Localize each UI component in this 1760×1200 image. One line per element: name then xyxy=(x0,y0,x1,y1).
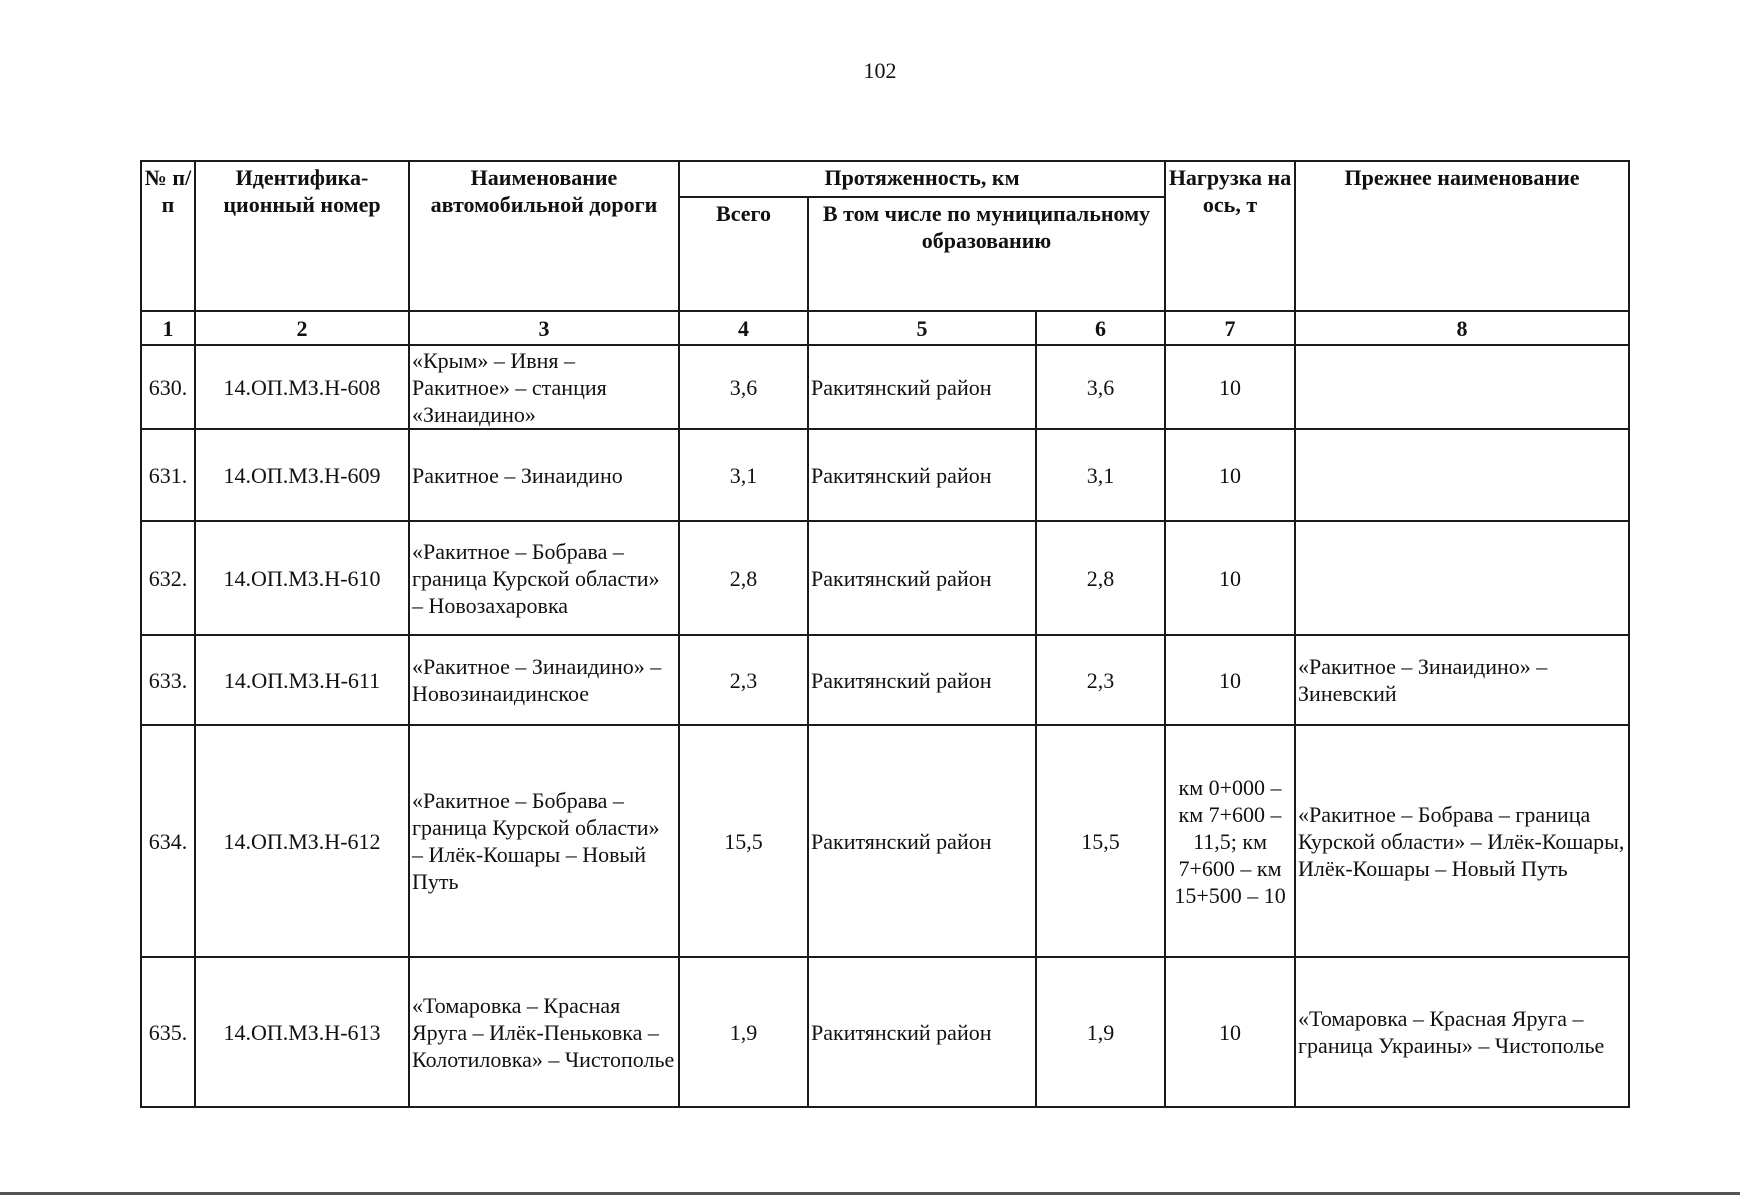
row-num: 633. xyxy=(141,635,195,725)
row-name: «Ракитное – Бобрава – граница Курской области» – Илёк-Кошары – Новый Путь xyxy=(409,725,679,957)
header-municipal: В том числе по муниципальному образованию xyxy=(808,197,1165,311)
table-row xyxy=(141,957,1629,1107)
row-axle: 10 xyxy=(1165,635,1295,725)
table-row xyxy=(141,725,1629,957)
row-name: Ракитное – Зинаидино xyxy=(409,429,679,521)
column-number: 3 xyxy=(409,311,679,345)
row-axle: 10 xyxy=(1165,521,1295,635)
row-municipal-km: 2,3 xyxy=(1036,635,1165,725)
row-municipal-km: 3,6 xyxy=(1036,345,1165,429)
row-former: «Томаровка – Красная Яруга – граница Украины» – Чистополье xyxy=(1295,957,1629,1107)
row-axle: 10 xyxy=(1165,429,1295,521)
roads-table xyxy=(140,160,1630,1108)
column-number: 5 xyxy=(808,311,1036,345)
row-axle: км 0+000 – км 7+600 – 11,5; км 7+600 – км 15+500 – 10 xyxy=(1165,725,1295,957)
header-length: Протяженность, км xyxy=(679,161,1165,197)
row-municipal-km: 2,8 xyxy=(1036,521,1165,635)
row-id: 14.ОП.МЗ.Н-612 xyxy=(195,725,409,957)
row-num: 632. xyxy=(141,521,195,635)
row-total: 2,3 xyxy=(679,635,808,725)
row-num: 635. xyxy=(141,957,195,1107)
header-id: Идентифика-ционный номер xyxy=(195,161,409,311)
row-name: «Ракитное – Бобрава – граница Курской области» – Новозахаровка xyxy=(409,521,679,635)
row-axle: 10 xyxy=(1165,345,1295,429)
row-num: 631. xyxy=(141,429,195,521)
table-row xyxy=(141,521,1629,635)
row-municipal-km: 3,1 xyxy=(1036,429,1165,521)
header-axle: Нагрузка на ось, т xyxy=(1165,161,1295,311)
column-number: 4 xyxy=(679,311,808,345)
row-municipality: Ракитянский район xyxy=(808,635,1036,725)
row-name: «Томаровка – Красная Яруга – Илёк-Пеньковка – Колотиловка» – Чистополье xyxy=(409,957,679,1107)
row-former xyxy=(1295,521,1629,635)
row-municipality: Ракитянский район xyxy=(808,521,1036,635)
row-municipality: Ракитянский район xyxy=(808,345,1036,429)
column-number-row xyxy=(141,311,1629,345)
row-id: 14.ОП.МЗ.Н-610 xyxy=(195,521,409,635)
row-former: «Ракитное – Зинаидино» – Зиневский xyxy=(1295,635,1629,725)
row-former: «Ракитное – Бобрава – граница Курской области» – Илёк-Кошары, Илёк-Кошары – Новый Путь xyxy=(1295,725,1629,957)
column-number: 8 xyxy=(1295,311,1629,345)
row-former xyxy=(1295,429,1629,521)
row-name: «Крым» – Ивня – Ракитное» – станция «Зинаидино» xyxy=(409,345,679,429)
column-number: 6 xyxy=(1036,311,1165,345)
column-number: 7 xyxy=(1165,311,1295,345)
table-row xyxy=(141,345,1629,429)
row-municipality: Ракитянский район xyxy=(808,725,1036,957)
page-number: 102 xyxy=(863,58,897,83)
bottom-rule xyxy=(0,1192,1740,1195)
row-municipality: Ракитянский район xyxy=(808,957,1036,1107)
row-municipal-km: 1,9 xyxy=(1036,957,1165,1107)
row-total: 3,6 xyxy=(679,345,808,429)
row-municipality: Ракитянский район xyxy=(808,429,1036,521)
row-axle: 10 xyxy=(1165,957,1295,1107)
table-row xyxy=(141,635,1629,725)
row-id: 14.ОП.МЗ.Н-609 xyxy=(195,429,409,521)
row-total: 15,5 xyxy=(679,725,808,957)
row-total: 1,9 xyxy=(679,957,808,1107)
row-total: 2,8 xyxy=(679,521,808,635)
header-former: Прежнее наименование xyxy=(1295,161,1629,311)
header-num: № п/п xyxy=(141,161,195,311)
row-total: 3,1 xyxy=(679,429,808,521)
row-id: 14.ОП.МЗ.Н-608 xyxy=(195,345,409,429)
row-num: 630. xyxy=(141,345,195,429)
header-name: Наименование автомобильной дороги xyxy=(409,161,679,311)
row-name: «Ракитное – Зинаидино» – Новозинаидинское xyxy=(409,635,679,725)
row-id: 14.ОП.МЗ.Н-611 xyxy=(195,635,409,725)
column-number: 1 xyxy=(141,311,195,345)
header-total: Всего xyxy=(679,197,808,311)
row-municipal-km: 15,5 xyxy=(1036,725,1165,957)
column-number: 2 xyxy=(195,311,409,345)
row-id: 14.ОП.МЗ.Н-613 xyxy=(195,957,409,1107)
row-num: 634. xyxy=(141,725,195,957)
table-row xyxy=(141,429,1629,521)
row-former xyxy=(1295,345,1629,429)
